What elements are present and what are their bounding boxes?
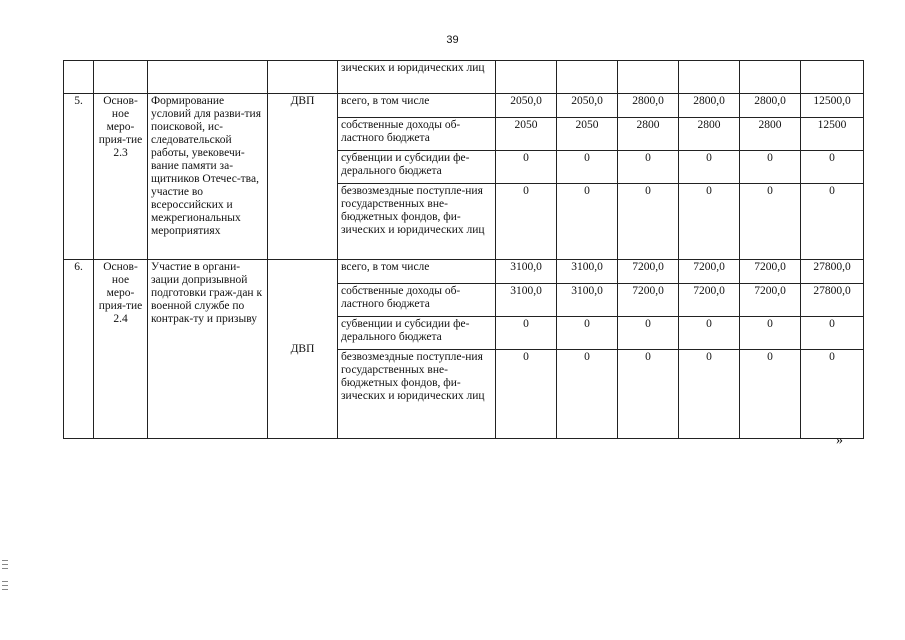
cell-num: 5. xyxy=(64,94,94,260)
cell-value: 0 xyxy=(618,151,679,184)
cell-value: 0 xyxy=(618,317,679,350)
cell-value xyxy=(801,61,864,94)
cell-value: 3100,0 xyxy=(557,284,618,317)
table-row xyxy=(64,94,864,118)
cell-title xyxy=(148,61,268,94)
cell-value: 7200,0 xyxy=(740,260,801,284)
cell-value: 0 xyxy=(496,184,557,260)
cell-value: 0 xyxy=(679,151,740,184)
cell-value: 0 xyxy=(496,350,557,439)
cell-value: 0 xyxy=(740,184,801,260)
cell-source: собственные доходы об-ластного бюджета xyxy=(338,118,496,151)
cell-value: 0 xyxy=(496,317,557,350)
cell-value: 0 xyxy=(557,350,618,439)
cell-value: 7200,0 xyxy=(679,284,740,317)
cell-value: 0 xyxy=(557,151,618,184)
cell-status: Основ-ное меро-прия-тие 2.3 xyxy=(94,94,148,260)
cell-title: Участие в органи-зации допризывной подготовки граж-дан к военной службе по контрак-ту и призыву xyxy=(148,260,268,439)
cell-value: 3100,0 xyxy=(496,284,557,317)
cell-value: 0 xyxy=(740,350,801,439)
cell-title: Формирование условий для разви-тия поисковой, ис-следовательской работы, увековечи-вание памяти за-щитников Отечес-тва, участие во всероссийских и межрегиональных мероприятиях xyxy=(148,94,268,260)
cell-value: 0 xyxy=(679,350,740,439)
cell-num xyxy=(64,61,94,94)
cell-value: 3100,0 xyxy=(496,260,557,284)
cell-source: субвенции и субсидии фе-дерального бюджета xyxy=(338,151,496,184)
table-row-continuation xyxy=(64,61,864,94)
cell-value: 2050,0 xyxy=(496,94,557,118)
cell-value: 7200,0 xyxy=(679,260,740,284)
cell-value: 27800,0 xyxy=(801,260,864,284)
cell-value: 0 xyxy=(740,151,801,184)
executor-label: ДВП xyxy=(290,95,315,107)
cell-source: субвенции и субсидии фе-дерального бюджета xyxy=(338,317,496,350)
cell-value: 12500,0 xyxy=(801,94,864,118)
cell-value: 0 xyxy=(618,350,679,439)
cell-value: 7200,0 xyxy=(740,284,801,317)
cell-source: собственные доходы об-ластного бюджета xyxy=(338,284,496,317)
cell-source: зических и юридических лиц xyxy=(338,61,496,94)
cell-value: 2800 xyxy=(679,118,740,151)
cell-value: 0 xyxy=(740,317,801,350)
cell-value: 0 xyxy=(557,317,618,350)
cell-executor xyxy=(268,260,338,439)
cell-value: 2800,0 xyxy=(618,94,679,118)
scan-edge-marks xyxy=(2,560,8,593)
cell-value: 2800 xyxy=(618,118,679,151)
cell-executor xyxy=(268,61,338,94)
cell-value: 0 xyxy=(801,151,864,184)
page-number: 39 xyxy=(446,34,459,46)
cell-value xyxy=(557,61,618,94)
cell-value xyxy=(740,61,801,94)
cell-value: 12500 xyxy=(801,118,864,151)
table-body xyxy=(64,61,864,439)
cell-value: 0 xyxy=(618,184,679,260)
cell-value: 0 xyxy=(496,151,557,184)
budget-table xyxy=(63,60,864,439)
cell-value xyxy=(618,61,679,94)
cell-value: 0 xyxy=(679,317,740,350)
cell-value: 2800,0 xyxy=(740,94,801,118)
cell-source: безвозмездные поступле-ния государственных вне-бюджетных фондов, фи-зических и юридических лиц xyxy=(338,350,496,439)
executor-label: ДВП xyxy=(290,342,315,355)
cell-value: 2050 xyxy=(557,118,618,151)
cell-value: 0 xyxy=(801,317,864,350)
cell-value: 7200,0 xyxy=(618,260,679,284)
table-row xyxy=(64,260,864,284)
cell-value: 0 xyxy=(801,184,864,260)
cell-value: 2800,0 xyxy=(679,94,740,118)
cell-status xyxy=(94,61,148,94)
cell-source: всего, в том числе xyxy=(338,260,496,284)
cell-value: 3100,0 xyxy=(557,260,618,284)
cell-value: 7200,0 xyxy=(618,284,679,317)
cell-value xyxy=(679,61,740,94)
cell-value: 2800 xyxy=(740,118,801,151)
cell-value: 0 xyxy=(557,184,618,260)
cell-executor xyxy=(268,94,338,260)
cell-value: 2050 xyxy=(496,118,557,151)
cell-num: 6. xyxy=(64,260,94,439)
cell-source: безвозмездные поступле-ния государственных вне-бюджетных фондов, фи-зических и юридических лиц xyxy=(338,184,496,260)
cell-value xyxy=(496,61,557,94)
cell-value: 2050,0 xyxy=(557,94,618,118)
cell-value: 0 xyxy=(801,350,864,439)
continuation-mark: » xyxy=(836,433,843,448)
cell-status: Основ-ное меро-прия-тие 2.4 xyxy=(94,260,148,439)
cell-value: 27800,0 xyxy=(801,284,864,317)
cell-source: всего, в том числе xyxy=(338,94,496,118)
cell-value: 0 xyxy=(679,184,740,260)
